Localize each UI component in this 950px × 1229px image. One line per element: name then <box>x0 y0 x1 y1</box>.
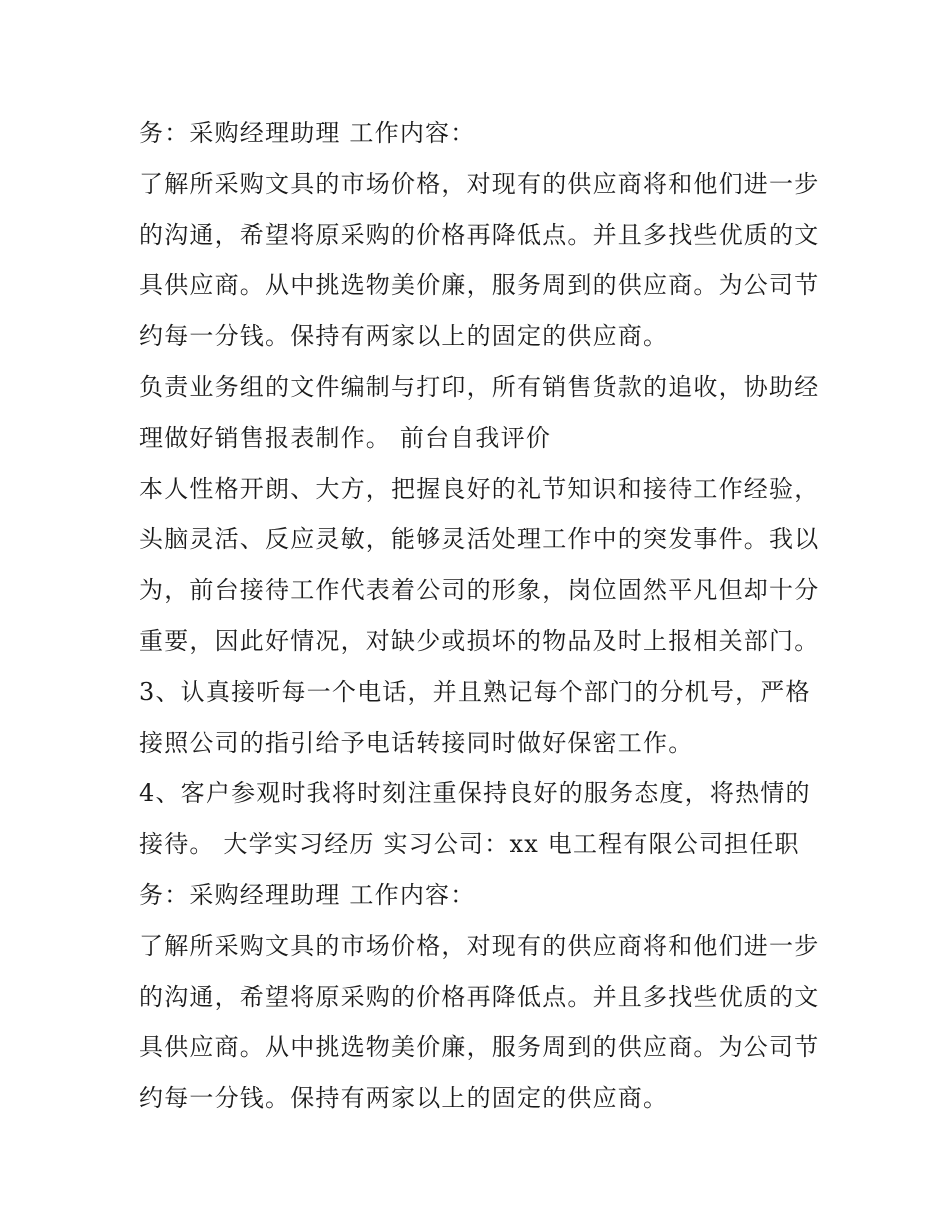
text-line-8: 本人性格开朗、大方，把握良好的礼节知识和接待工作经验， <box>139 474 820 503</box>
text-line-20: 约每一分钱。保持有两家以上的固定的供应商。 <box>139 1084 669 1113</box>
text-line-12: 3、认真接听每一个电话，并且熟记每个部门的分机号，严格 <box>139 677 811 706</box>
text-line-9: 头脑灵活、反应灵敏，能够灵活处理工作中的突发事件。我以 <box>139 525 820 554</box>
text-line-19: 具供应商。从中挑选物美价廉，服务周到的供应商。为公司节 <box>139 1033 820 1062</box>
text-line-6: 负责业务组的文件编制与打印，所有销售货款的追收，协助经 <box>139 372 820 401</box>
text-line-2: 了解所采购文具的市场价格，对现有的供应商将和他们进一步 <box>139 169 820 198</box>
text-line-1: 务：采购经理助理 工作内容： <box>139 119 476 147</box>
text-line-11: 重要，因此好情况，对缺少或损坏的物品及时上报相关部门。 <box>139 626 820 655</box>
text-line-10: 为，前台接待工作代表着公司的形象，岗位固然平凡但却十分 <box>139 576 820 605</box>
text-line-5: 约每一分钱。保持有两家以上的固定的供应商。 <box>139 322 669 351</box>
text-line-18: 的沟通，希望将原采购的价格再降低点。并且多找些优质的文 <box>139 982 820 1011</box>
text-line-16: 务：采购经理助理 工作内容： <box>139 880 476 909</box>
document-body <box>139 108 819 1124</box>
text-line-3: 的沟通，希望将原采购的价格再降低点。并且多找些优质的文 <box>139 220 820 249</box>
text-line-4: 具供应商。从中挑选物美价廉，服务周到的供应商。为公司节 <box>139 271 820 300</box>
text-line-17: 了解所采购文具的市场价格，对现有的供应商将和他们进一步 <box>139 931 820 960</box>
text-line-13: 接照公司的指引给予电话转接同时做好保密工作。 <box>139 728 694 757</box>
text-line-7: 理做好销售报表制作。 前台自我评价 <box>139 423 552 452</box>
text-line-15: 接待。 大学实习经历 实习公司：xx 电工程有限公司担任职 <box>139 830 800 859</box>
text-line-14: 4、客户参观时我将时刻注重保持良好的服务态度，将热情的 <box>139 779 811 808</box>
